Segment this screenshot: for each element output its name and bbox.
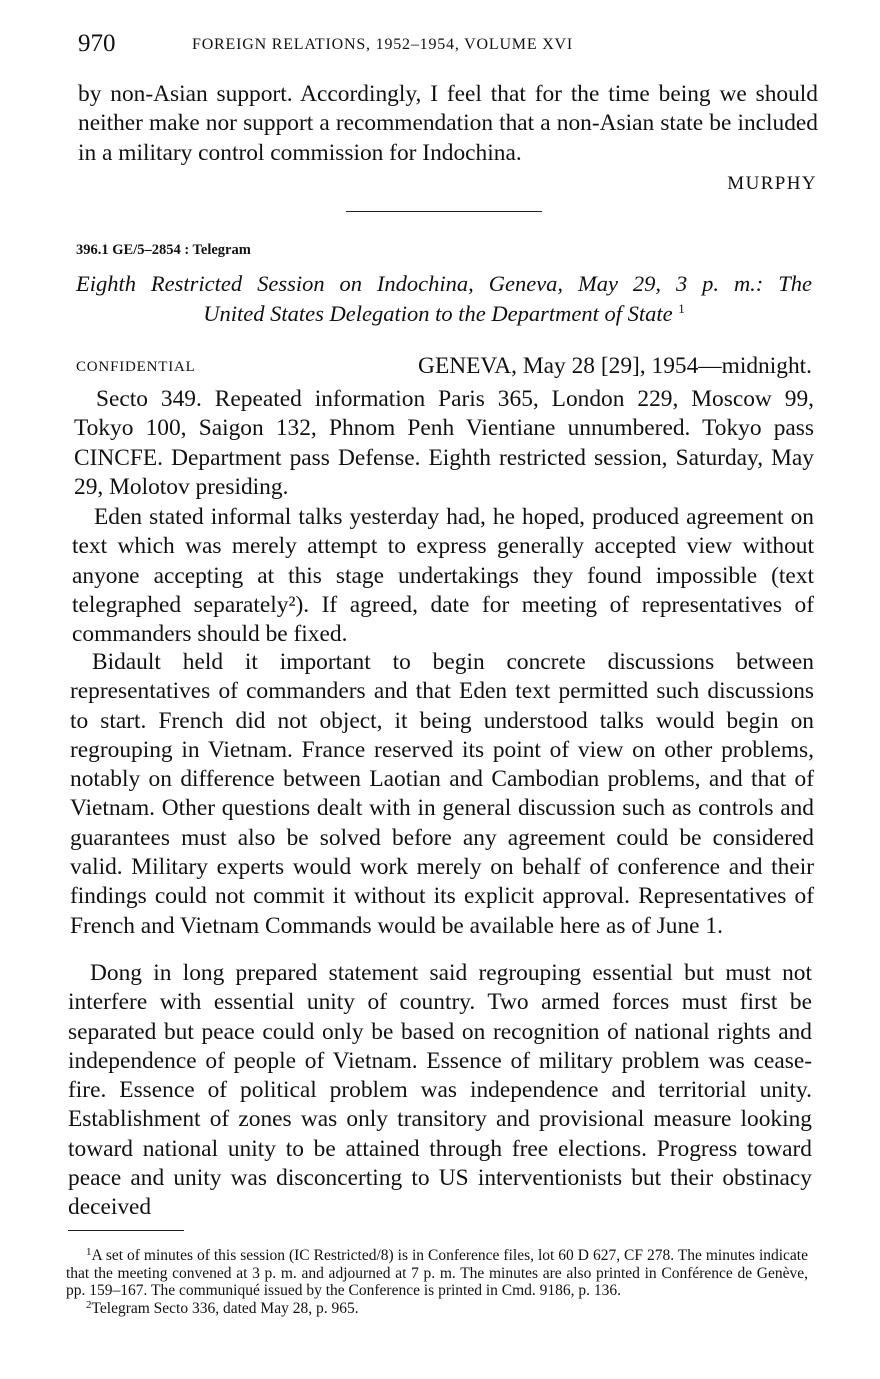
paragraph-secto: Secto 349. Repeated information Paris 365, London 229, Moscow 99, Tokyo 100, Saigon 132, Phnom Penh Vientiane unnumbered. Tokyo pass CINCFE. Department pass Defense. Eighth restricted session, Saturday, May 29, Molotov presiding. xyxy=(74,386,814,500)
section-divider xyxy=(346,211,542,212)
document-title-line2 xyxy=(76,299,812,329)
running-header xyxy=(78,30,818,60)
running-title: FOREIGN RELATIONS, 1952–1954, VOLUME XVI xyxy=(192,36,574,53)
signature: MURPHY xyxy=(727,173,817,194)
classification: CONFIDENTIAL xyxy=(76,359,196,375)
footnote-text: A set of minutes of this session (IC Restricted/8) is in Conference files, lot 60 D 627, CF 278. The minutes indicate that the meeting convened at 3 p. m. and adjourned at 7 p. m. The minutes are also printed in Conférence de Genève, pp. 159–167. The communiqué issued by the Conference is printed in Cmd. 9186, p. 136. xyxy=(66,1247,808,1299)
document-title xyxy=(76,269,812,329)
footnote-text: Telegram Secto 336, dated May 28, p. 965. xyxy=(91,1299,359,1317)
footnotes xyxy=(66,1247,808,1317)
document-title-line1: Eighth Restricted Session on Indochina, Geneva, May 29, 3 p. m.: The xyxy=(76,271,812,296)
paragraph-dong: Dong in long prepared statement said regrouping essential but must not interfere with essential unity of country. Two armed forces must first be separated but peace could only be based on recognition of national rights and independence of people of Vietnam. Essence of military problem was cease-fire. Essence of political problem was independence and territorial unity. Establishment of zones was only transitory and provisional measure looking toward national unity to be attained through free elections. Progress toward peace and unity was disconcerting to US interventionists but their obstinacy deceived xyxy=(68,960,812,1221)
footnote-separator xyxy=(68,1230,184,1231)
dateline: GENEVA, May 28 [29], 1954—midnight. xyxy=(418,353,812,379)
file-reference: 396.1 GE/5–2854 : Telegram xyxy=(76,242,251,258)
footnote-1 xyxy=(66,1247,808,1300)
carryover-paragraph: by non-Asian support. Accordingly, I feel that for the time being we should neither make nor support a recommendation that a non-Asian state be included in a military control commission for Indochina. xyxy=(78,81,818,166)
document-title-line2-text: United States Delegation to the Department of State xyxy=(203,301,673,326)
footnote-2 xyxy=(66,1300,808,1318)
paragraph-eden: Eden stated informal talks yesterday had, he hoped, produced agreement on text which was merely attempt to express generally accepted view without anyone accepting at this stage undertakings they found impossible (text telegraphed separately²). If agreed, date for meeting of representatives of commanders should be fixed. xyxy=(72,504,814,648)
footnote-mark: 1 xyxy=(86,1246,92,1258)
page-number: 970 xyxy=(78,30,116,57)
footnote-mark: 2 xyxy=(86,1298,92,1311)
paragraph-bidault: Bidault held it important to begin concrete discussions between representatives of commanders and that Eden text permitted such discussions to start. French did not object, it being understood talks would begin on regrouping in Vietnam. France reserved its point of view on other problems, notably on difference between Laotian and Cambodian problems, and that of Vietnam. Other questions dealt with in general discussion such as controls and guarantees must also be solved before any agreement could be considered valid. Military experts would work merely on behalf of conference and their findings could not commit it without its explicit approval. Representatives of French and Vietnam Commands would be available here as of June 1. xyxy=(70,649,814,939)
title-footnote-mark[interactable]: 1 xyxy=(678,301,685,316)
